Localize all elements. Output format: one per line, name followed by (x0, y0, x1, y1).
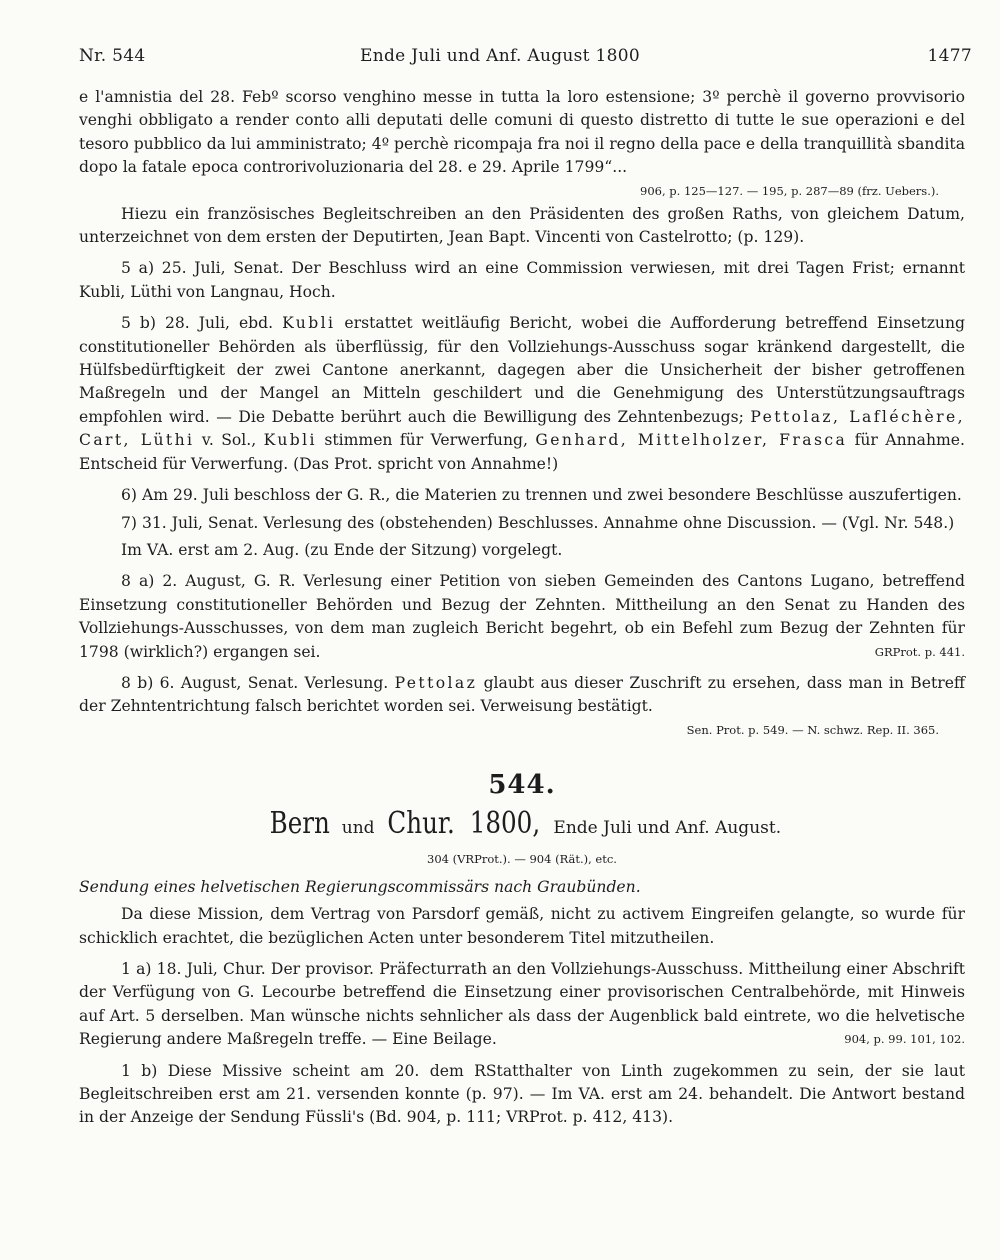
paragraph-8b (79, 672, 965, 719)
title-place: Bern (269, 805, 330, 841)
title-conjunction: und (336, 817, 380, 838)
paragraph-1b: 1 b) Diese Missive scheint am 20. dem RStatthalter von Linth zugekommen zu sein, der sie laut Begleitschreiben erst am 21. versenden konnte (p. 97). — Im VA. erst am 24. behandelt. Die Antwort bestand in der Anzeige der Sendung Füssli's (Bd. 904, p. 111; VRProt. p. 412, 413). (79, 1061, 965, 1127)
document-number: 544. (488, 769, 556, 800)
page-header-title: Ende Juli und Anf. August 1800 (360, 46, 640, 66)
paragraph-1a (79, 958, 965, 1052)
document-title (79, 804, 965, 848)
paragraph-7: 7) 31. Juli, Senat. Verlesung des (obstehenden) Beschlusses. Annahme ohne Discussion. — (Vgl. Nr. 548.) (121, 513, 955, 532)
text-run: 5 b) 28. Juli, ebd. (121, 314, 283, 333)
document-sources: 304 (VRProt.). — 904 (Rät.), etc. (427, 851, 617, 866)
page-header-number: Nr. 544 (79, 46, 146, 66)
source-reference: 904, p. 99. 101, 102. (844, 1032, 965, 1047)
paragraph-begleitschreiben: Hiezu ein französisches Begleitschreiben an den Präsidenten des großen Raths, von gleichem Datum, unterzeichnet von dem ersten der Deputirten, Jean Bapt. Vincenti von Castelrotto; (p. 129). (79, 204, 965, 247)
spaced-name: Kubli (263, 431, 317, 450)
paragraph-6: 6) Am 29. Juli beschloss der G. R., die Materien zu trennen und zwei besondere Beschlüsse auszufertigen. (121, 486, 962, 505)
text-run: glaubt aus dieser Zuschrift zu ersehen, dass man in Betreff der Zehntentrichtung falsch berichtet worden sei. Verweisung bestätigt. (79, 673, 965, 716)
paragraph-5b (79, 312, 965, 476)
paragraph-5a: 5 a) 25. Juli, Senat. Der Beschluss wird an eine Commission verwiesen, mit drei Tagen Frist; ernannt Kubli, Lüthi von Langnau, Hoch. (79, 259, 965, 301)
document-subject: Sendung eines helvetischen Regierungscommissärs nach Graubünden. (79, 877, 641, 896)
text-run: 8 b) 6. August, Senat. Verlesung. (121, 673, 395, 692)
page-number: 1477 (927, 46, 972, 66)
source-reference: Sen. Prot. p. 549. — N. schwz. Rep. II. 365. (686, 722, 939, 737)
page-body (79, 86, 965, 1130)
text-run: für Annahme. Entscheid für Verwerfung. (Das Prot. spricht von Annahme!) (79, 431, 965, 473)
source-reference: 906, p. 125—127. — 195, p. 287—89 (frz. Uebers.). (640, 183, 939, 198)
spaced-name: Pettolaz (394, 673, 478, 692)
source-reference: GRProt. p. 441. (874, 644, 965, 659)
text-run: erstattet weitläufig Bericht, wobei die Aufforderung betreffend Einsetzung constitutioneller Behörden als überflüssig, für den Vollziehungs-Ausschuss sogar kränkend dargestellt, die Hülfsbedürftigkeit der zwei Cantone anerkannt, dagegen aber die Unsicherheit der bisher getroffenen Maßregeln und der Mangel an Mitteln geschildert und die Genehmigung des Unterstützungsauftrags empfohlen wird. — Die Debatte berührt auch die Bewilligung des Zehntenbezugs; (79, 314, 966, 426)
text-run: stimmen für Verwerfung, (316, 431, 536, 450)
title-date: Ende Juli und Anf. August. (548, 817, 782, 838)
paragraph-8a (79, 570, 965, 664)
spaced-names: Pettolaz, Lafléchère, Cart, Lüthi (79, 407, 965, 450)
spaced-name: Kubli (282, 314, 336, 333)
spaced-names: Genhard, Mittelholzer, Frasca (535, 431, 848, 450)
title-year: 1800, (469, 805, 541, 841)
paragraph-intro: Da diese Mission, dem Vertrag von Parsdorf gemäß, nicht zu activem Eingreifen gelangte, so wurde für schicklich erachtet, die bezüglichen Acten unter besonderem Titel mitzutheilen. (79, 905, 965, 947)
title-place: Chur. (387, 805, 455, 841)
text-run: 8 a) 2. August, G. R. Verlesung einer Petition von sieben Gemeinden des Cantons Lugano, betreffend Einsetzung constitutioneller Behörden und Bezug der Zehnten. Mittheilung an den Senat zu Handen des Vollziehungs-Ausschusses, von dem man zugleich Bericht begehrt, ob ein Befehl zum Bezug der Zehnten für 1798 (wirklich?) ergangen sei. (79, 572, 965, 661)
text-run: 1 a) 18. Juli, Chur. Der provisor. Präfecturrath an den Vollziehungs-Ausschuss. Mittheilung einer Abschrift der Verfügung von G. Lecourbe betreffend die Einsetzung einer provisorischen Centralbehörde, mit Hinweis auf Art. 5 derselben. Man wünsche nichts sehnlicher als dass der Augenblick bald eintrete, wo die helvetische Regierung andere Maßregeln treffe. — Eine Beilage. (79, 959, 965, 1049)
paragraph-italian-quote: e l'amnistia del 28. Febº scorso venghino messe in tutta la loro estensione; 3º perchè il governo provvisorio venghi obbligato a render conto alli deputati delle comuni di questo distretto di tutte le sue operazioni e del tesoro pubblico da lui amministrato; 4º perchè ricompaja fra noi il regno della pace e della tranquillità sbandita dopo la fatale epoca controrivoluzionaria del 28. e 29. Aprile 1799“... (79, 88, 965, 177)
text-run: v. Sol., (194, 431, 264, 450)
paragraph-va-note: Im VA. erst am 2. Aug. (zu Ende der Sitzung) vorgelegt. (121, 540, 563, 559)
